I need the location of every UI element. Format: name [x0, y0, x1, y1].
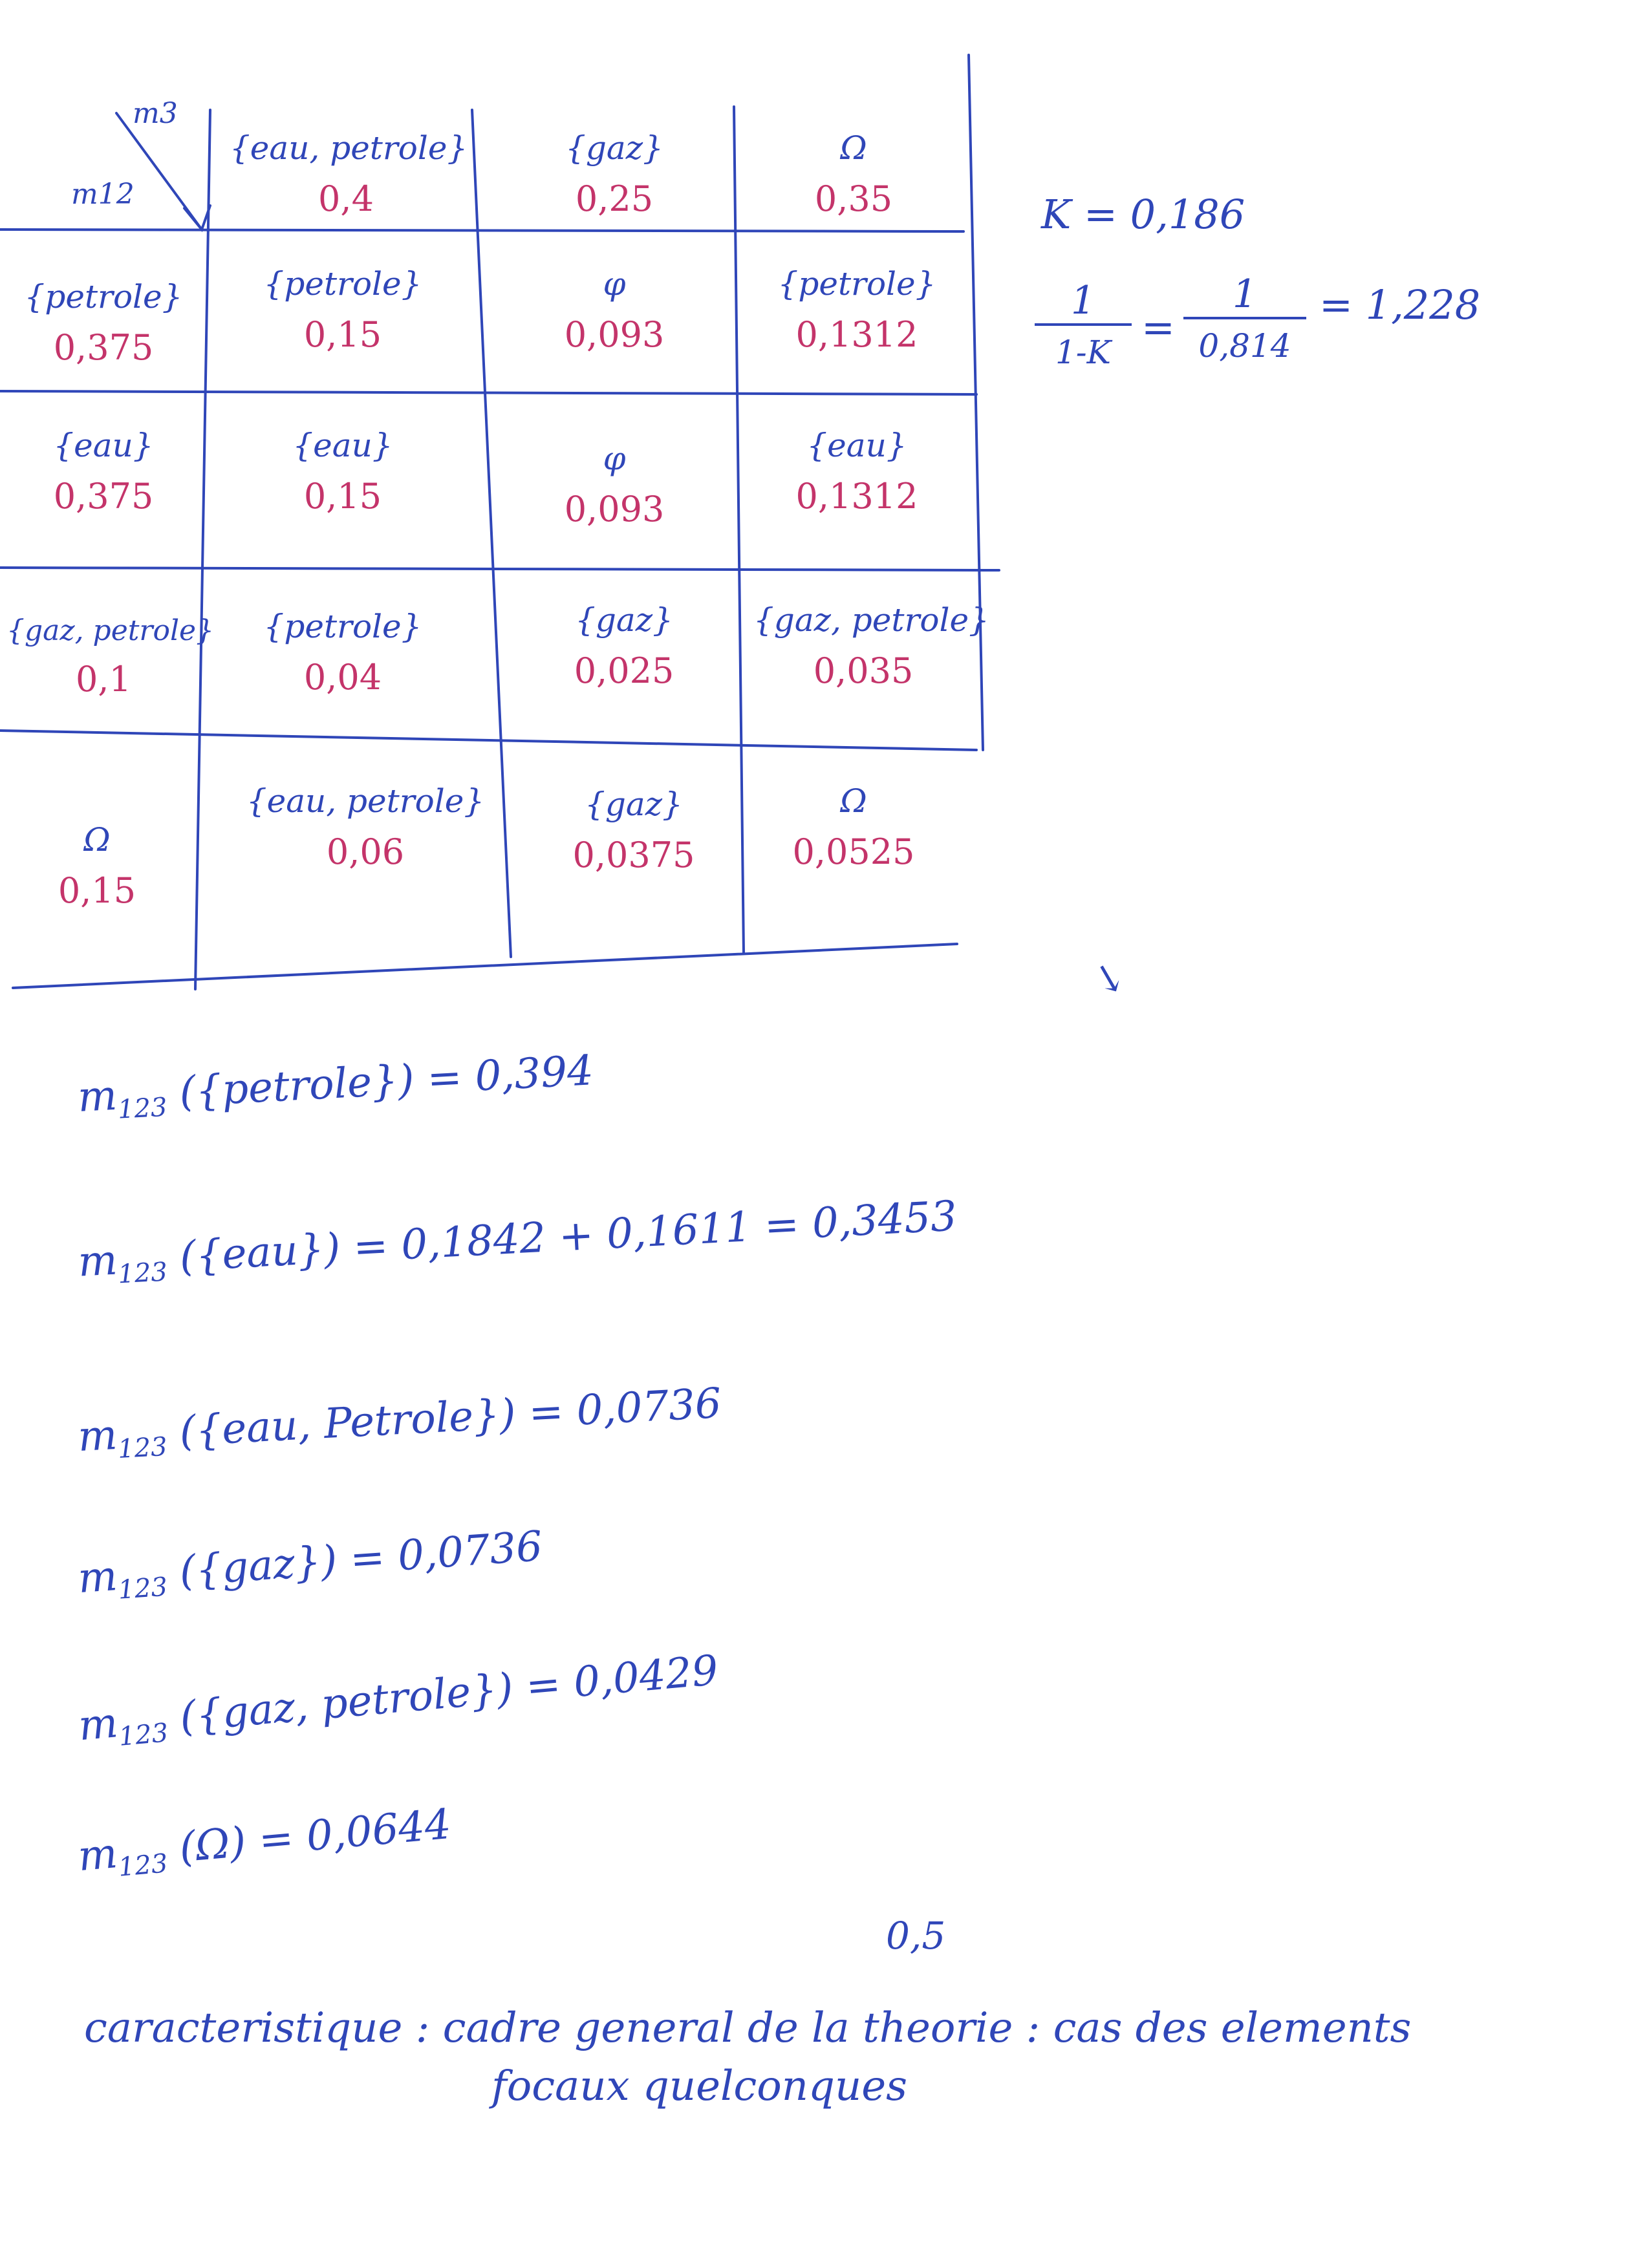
fraction-numerator: 1	[1232, 272, 1258, 317]
row-header-1	[6, 427, 200, 517]
col-header-val: 0,35	[814, 178, 893, 219]
m-symbol: m	[76, 1071, 118, 1122]
corner-m12: m12	[71, 178, 135, 211]
cell-set: {petrole}	[263, 608, 422, 645]
cell-set: {eau}	[806, 427, 907, 464]
equals-sign: =	[1141, 304, 1175, 351]
corner-m3: m3	[133, 97, 178, 130]
m-subscript: 123	[117, 1572, 169, 1605]
m-symbol: m	[76, 1552, 119, 1603]
cell-val: 0,093	[564, 314, 665, 355]
result-rhs: = 0,0736	[527, 1379, 723, 1438]
m-symbol: m	[76, 1236, 119, 1287]
fraction-one-over-one-minus-k	[1035, 278, 1132, 371]
result-value: = 1,228	[1319, 281, 1481, 328]
result-rhs: = 0,0429	[524, 1646, 720, 1711]
cell-val: 0,025	[574, 650, 674, 691]
footer-line-1: caracteristique : cadre general de la theorie : cas des elements	[84, 2004, 1412, 2052]
cell-set: {eau}	[292, 427, 393, 464]
result-lhs: ({eau})	[178, 1225, 342, 1281]
grid-line-h3	[0, 568, 999, 570]
footer-line-2: focaux quelconques	[491, 2062, 907, 2110]
result-lhs: ({eau, Petrole})	[178, 1390, 517, 1456]
cell-set: {gaz}	[585, 786, 683, 823]
col-header-set: {eau, petrole}	[230, 129, 468, 167]
table-cell-r2-c0	[223, 608, 462, 698]
result-rhs: = 0,394	[426, 1047, 595, 1104]
table-cell-r0-c0	[223, 265, 462, 355]
m-symbol: m	[76, 1411, 119, 1462]
grid-line-h2	[0, 391, 976, 394]
m-subscript: 123	[116, 1092, 168, 1125]
cell-val: 0,0375	[572, 835, 695, 875]
cell-set: {gaz, petrole}	[753, 601, 989, 639]
cell-val: 0,1312	[795, 314, 918, 355]
grid-line-h4	[0, 731, 976, 750]
cell-val: 0,035	[813, 650, 914, 691]
result-lhs: ({petrole})	[178, 1056, 416, 1117]
fraction-one-over-0814	[1183, 272, 1306, 365]
fraction-denominator: 0,814	[1183, 317, 1306, 365]
row-header-0	[6, 278, 200, 368]
table-cell-r1-c0	[223, 427, 462, 517]
cell-set: {petrole}	[777, 265, 936, 303]
col-header-1	[504, 129, 724, 219]
row-header-val: 0,1	[76, 659, 131, 700]
m-symbol: m	[76, 1830, 120, 1881]
cell-val: 0,1312	[795, 476, 918, 517]
m-subscript: 123	[117, 1848, 169, 1883]
row-header-set: {gaz, petrole}	[6, 614, 215, 647]
result-lhs: ({gaz, petrole})	[178, 1664, 515, 1742]
grid-line-h1	[0, 230, 964, 231]
cell-val: 0,06	[326, 831, 405, 872]
m-subscript: 123	[117, 1257, 168, 1290]
stray-mark: ↓	[1083, 952, 1135, 1007]
fraction-denominator: 1-K	[1035, 323, 1132, 371]
col-header-0	[230, 129, 468, 219]
result-rhs: = 0,0644	[257, 1800, 453, 1865]
row-header-3	[6, 821, 188, 911]
result-lhs: ({gaz})	[178, 1537, 339, 1596]
col-header-val: 0,4	[318, 178, 374, 219]
row-header-set: {eau}	[53, 427, 154, 464]
result-lhs: (Ω)	[177, 1818, 248, 1872]
table-cell-r0-c2	[750, 265, 964, 355]
result-rhs: = 0,0736	[348, 1522, 544, 1584]
cell-set: {eau, petrole}	[246, 782, 485, 820]
col-header-val: 0,25	[575, 178, 654, 219]
cell-set: φ	[603, 265, 626, 303]
score-mark: 0,5	[886, 1914, 946, 1958]
k-value: K = 0,186	[1041, 191, 1245, 238]
table-cell-r2-c1	[511, 601, 737, 691]
row-header-set: {petrole}	[24, 278, 183, 316]
table-cell-r3-c0	[220, 782, 511, 872]
col-header-2	[750, 129, 957, 219]
table-cell-r1-c2	[750, 427, 964, 517]
table-cell-r3-c2	[753, 782, 954, 872]
row-header-val: 0,375	[53, 476, 154, 517]
cell-set: φ	[603, 440, 626, 477]
cell-set: {gaz}	[575, 601, 673, 639]
cell-set: {petrole}	[263, 265, 422, 303]
cell-val: 0,15	[303, 476, 382, 517]
cell-set: Ω	[840, 782, 867, 820]
col-header-set: Ω	[840, 129, 867, 167]
cell-val: 0,093	[564, 489, 665, 530]
table-cell-r0-c1	[498, 265, 731, 355]
cell-val: 0,04	[303, 657, 382, 698]
col-header-set: {gaz}	[565, 129, 663, 167]
m-symbol: m	[76, 1699, 120, 1751]
fraction-numerator: 1	[1070, 278, 1096, 323]
table-cell-r1-c1	[498, 440, 731, 530]
row-header-2	[6, 614, 215, 700]
m-subscript: 123	[117, 1718, 169, 1752]
table-cell-r2-c2	[753, 601, 989, 691]
row-header-val: 0,375	[53, 327, 154, 368]
row-header-set: Ω	[83, 821, 111, 859]
table-cell-r3-c1	[524, 786, 744, 875]
cell-val: 0,15	[303, 314, 382, 355]
row-header-val: 0,15	[58, 870, 136, 911]
result-rhs: = 0,1842 + 0,1611 = 0,3453	[352, 1192, 958, 1272]
m-subscript: 123	[117, 1431, 168, 1464]
grid-line-v1	[195, 110, 210, 989]
grid-line-h5	[13, 944, 957, 988]
cell-val: 0,0525	[792, 831, 915, 872]
